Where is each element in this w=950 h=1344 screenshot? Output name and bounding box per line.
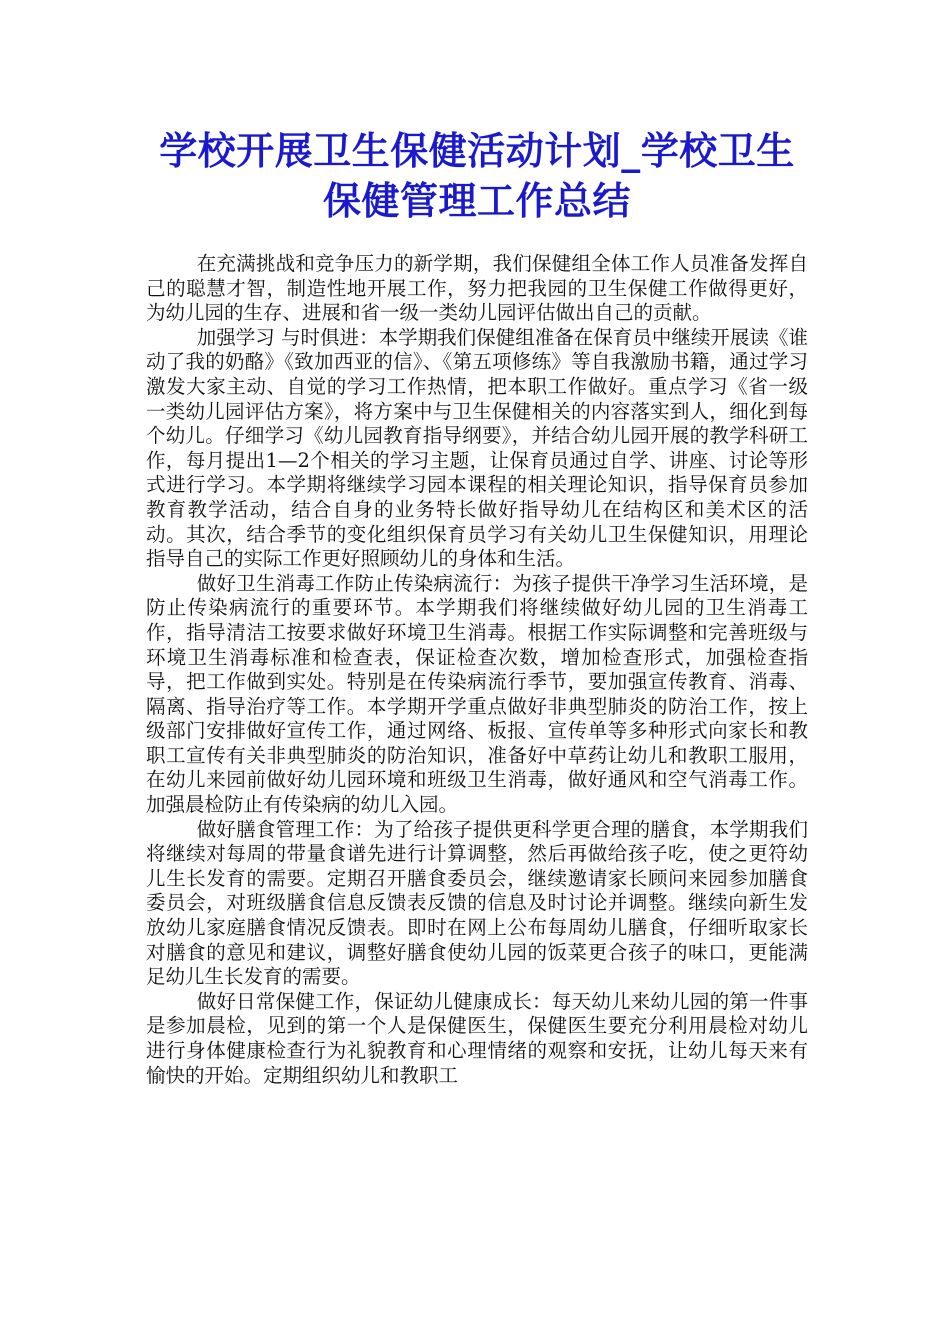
document-body [146,252,808,1088]
paragraph-study: 加强学习 与时俱进：本学期我们保健组准备在保育员中继续开展读《谁动了我的奶酪》《致加西亚的信》、《第五项修练》等自我激励书籍，通过学习激发大家主动、自觉的学习工作热情，把本职工作做好。重点学习《省一级一类幼儿园评估方案》，将方案中与卫生保健相关的内容落实到人，细化到每个幼儿。仔细学习《幼儿园教育指导纲要》，并结合幼儿园开展的教学科研工作，每月提出1—2个相关的学习主题，让保育员通过自学、讲座、讨论等形式进行学习。本学期将继续学习园本课程的相关理论知识，指导保育员参加教育教学活动，结合自身的业务特长做好指导幼儿在结构区和美术区的活动。其次，结合季节的变化组织保育员学习有关幼儿卫生保健知识，用理论指导自己的实际工作更好照顾幼儿的身体和生活。 [146,325,808,571]
paragraph-intro: 在充满挑战和竞争压力的新学期，我们保健组全体工作人员准备发挥自己的聪慧才智，制造性地开展工作，努力把我园的卫生保健工作做得更好，为幼儿园的生存、进展和省一级一类幼儿园评估做出自己的贡献。 [146,252,808,325]
paragraph-disinfection: 做好卫生消毒工作防止传染病流行：为孩子提供干净学习生活环境，是防止传染病流行的重要环节。本学期我们将继续做好幼儿园的卫生消毒工作，指导清洁工按要求做好环境卫生消毒。根据工作实际调整和完善班级与环境卫生消毒标准和检查表，保证检查次数，增加检查形式，加强检查指导，把工作做到实处。特别是在传染病流行季节，要加强宣传教育、消毒、隔离、指导治疗等工作。本学期开学重点做好非典型肺炎的防治工作，按上级部门安排做好宣传工作，通过网络、板报、宣传单等多种形式向家长和教职工宣传有关非典型肺炎的防治知识，准备好中草药让幼儿和教职工服用，在幼儿来园前做好幼儿园环境和班级卫生消毒，做好通风和空气消毒工作。加强晨检防止有传染病的幼儿入园。 [146,571,808,817]
document-title: 学校开展卫生保健活动计划_学校卫生保健管理工作总结 [159,129,795,223]
paragraph-daily-care: 做好日常保健工作，保证幼儿健康成长：每天幼儿来幼儿园的第一件事是参加晨检，见到的第一个人是保健医生，保健医生要充分利用晨检对幼儿进行身体健康检查行为礼貌教育和心理情绪的观察和安抚，让幼儿每天来有愉快的开始。定期组织幼儿和教职工 [146,989,808,1087]
document-page [146,126,808,1088]
paragraph-diet: 做好膳食管理工作：为了给孩子提供更科学更合理的膳食，本学期我们将继续对每周的带量食谱先进行计算调整，然后再做给孩子吃，使之更符幼儿生长发育的需要。定期召开膳食委员会，继续邀请家长顾问来园参加膳食委员会，对班级膳食信息反馈表反馈的信息及时讨论并调整。继续向新生发放幼儿家庭膳食情况反馈表。即时在网上公布每周幼儿膳食，仔细听取家长对膳食的意见和建议，调整好膳食使幼儿园的饭菜更合孩子的味口，更能满足幼儿生长发育的需要。 [146,817,808,989]
